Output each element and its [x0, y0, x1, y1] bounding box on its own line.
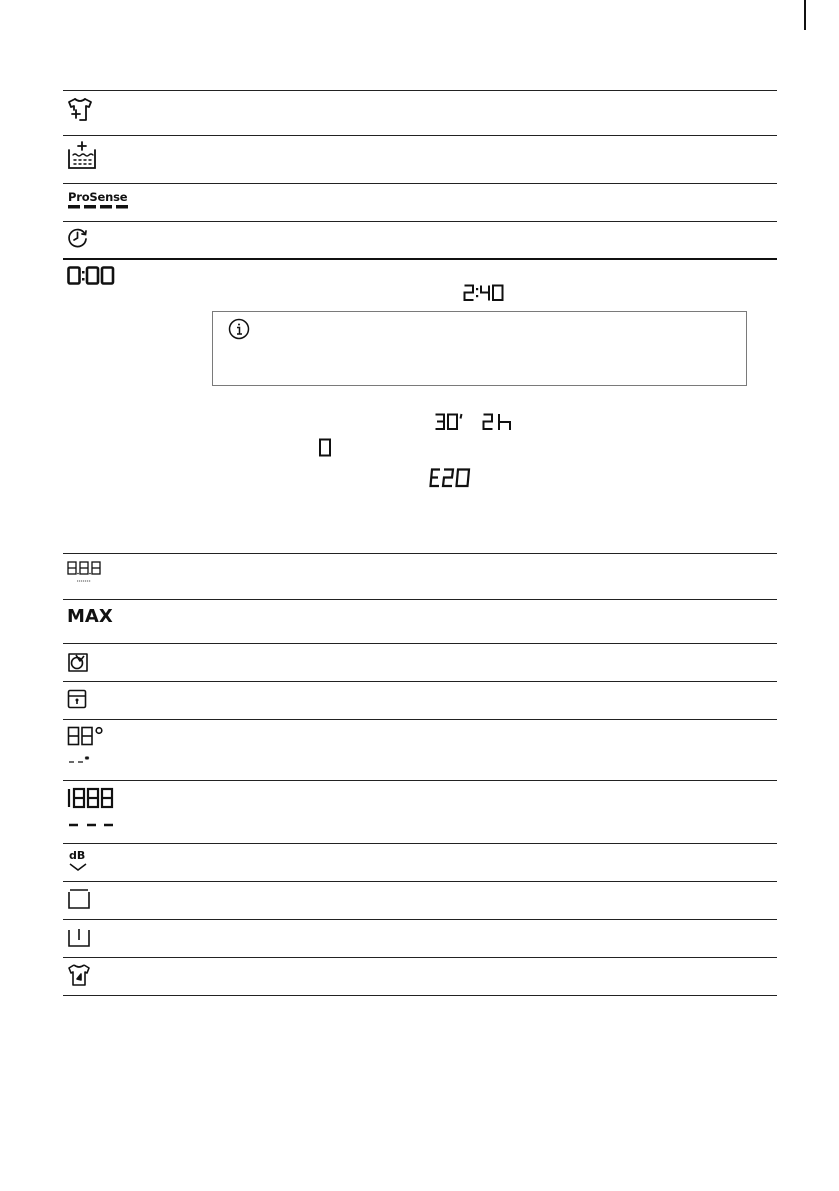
shirt-plus-icon	[67, 97, 93, 123]
table-rule	[63, 719, 777, 720]
svg-text:dB: dB	[69, 849, 86, 862]
page-edge-tick	[804, 0, 806, 30]
table-rule	[63, 843, 777, 844]
prosense-label: ProSense	[68, 190, 128, 204]
table-rule-thick	[63, 258, 777, 260]
hand-icon	[67, 926, 91, 948]
table-rule	[63, 599, 777, 600]
prosense-dashes-icon	[68, 204, 130, 210]
display-duration-min	[434, 413, 464, 431]
table-rule	[63, 643, 777, 644]
dose-icon	[67, 651, 89, 673]
info-icon	[228, 318, 250, 340]
spin-display-icon	[67, 787, 119, 831]
table-rule	[63, 957, 777, 958]
table-rule	[63, 553, 777, 554]
display-zero	[318, 438, 332, 458]
door-lock-icon	[67, 689, 87, 709]
max-label: MAX	[67, 606, 113, 627]
tub-icon	[67, 888, 91, 910]
stain-shirt-icon	[67, 963, 91, 987]
display-error-code	[429, 468, 471, 488]
table-rule	[63, 183, 777, 184]
table-rule-bottom	[63, 995, 777, 996]
digital-time-icon	[67, 266, 115, 285]
display-duration-value	[463, 284, 505, 302]
table-rule	[63, 135, 777, 136]
table-rule	[63, 221, 777, 222]
table-rule	[63, 881, 777, 882]
table-rule-top	[63, 90, 777, 91]
table-rule	[63, 681, 777, 682]
clock-arrow-icon	[67, 227, 89, 249]
water-plus-icon	[67, 140, 97, 170]
temperature-display-icon	[67, 726, 107, 770]
info-note-box	[212, 311, 747, 386]
db-icon	[67, 848, 91, 874]
display-duration-max	[482, 413, 516, 431]
table-rule	[63, 919, 777, 920]
table-rule	[63, 780, 777, 781]
digit-display-icon	[67, 561, 105, 585]
